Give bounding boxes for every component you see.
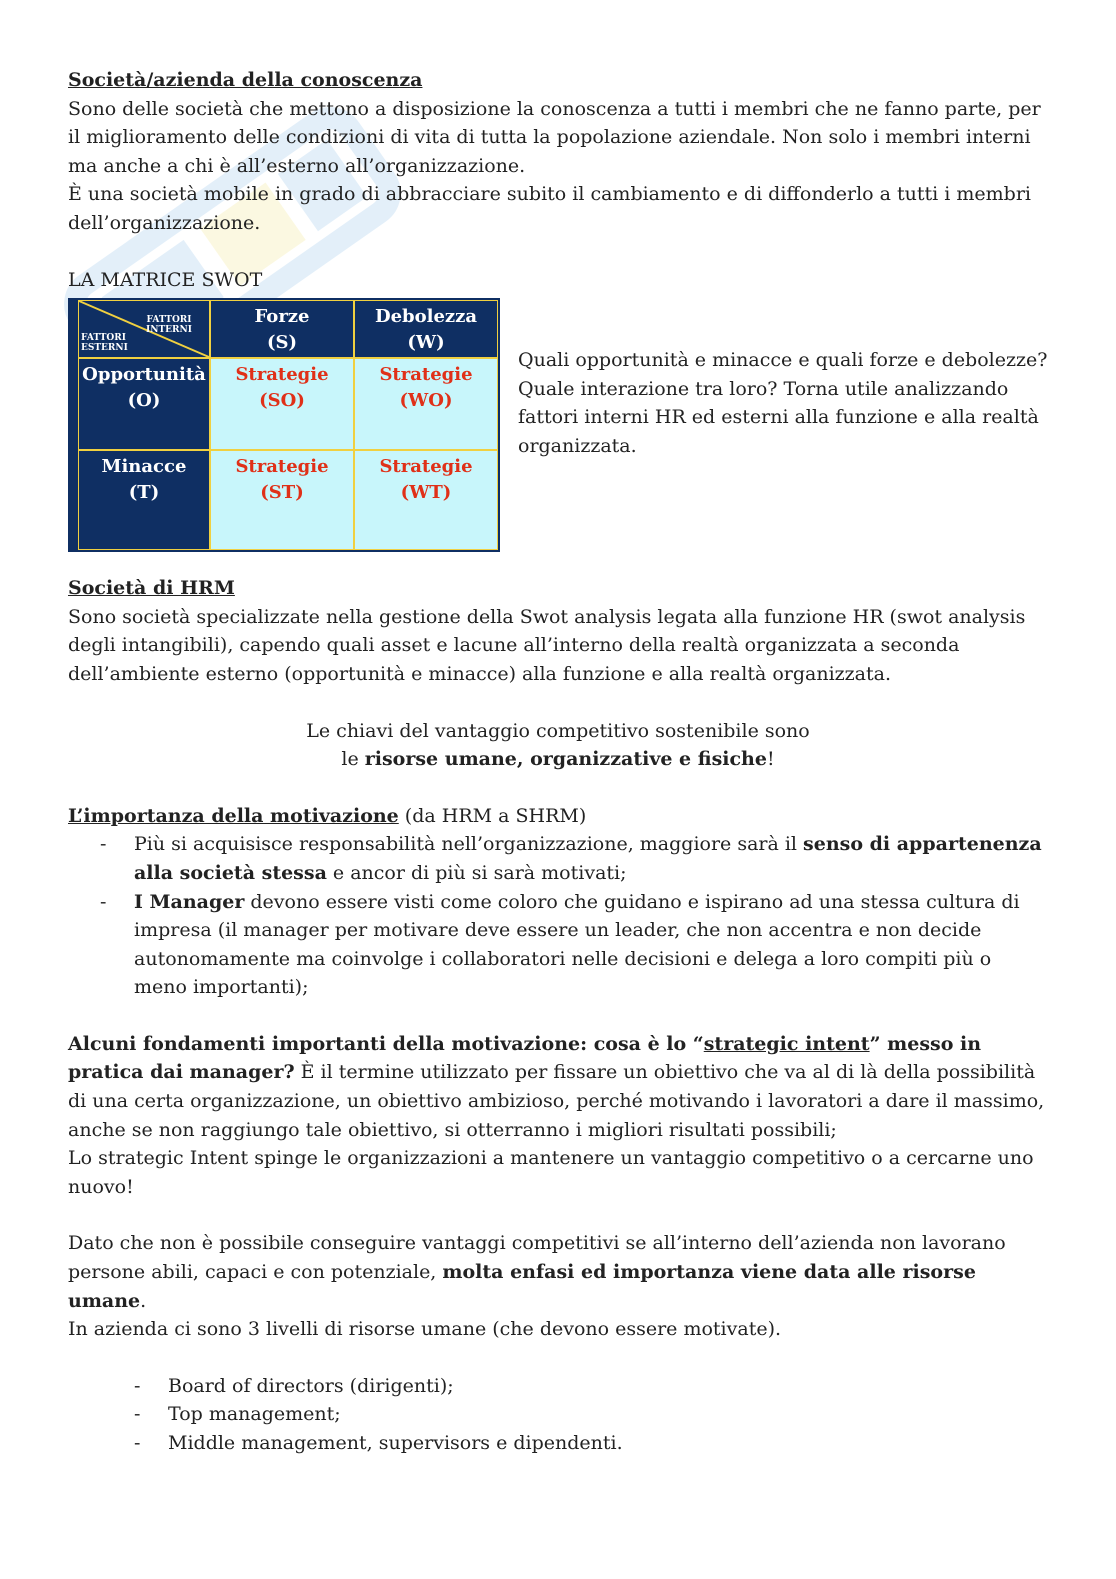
list-item: - I Manager devono essere visti come coloro che guidano e ispirano ad una stessa cultura di impresa (il manager per motivare deve essere un leader, che non accentra e non decide autonomamente ma coinvolge i collaboratori nelle decisioni e delega a loro compiti più o meno importanti);	[100, 890, 1020, 999]
swot-corner-bottom: FATTORI ESTERNI	[81, 333, 128, 354]
swot-block	[68, 298, 1048, 552]
swot-corner-cell	[78, 300, 210, 358]
list-item: - Middle management, supervisors e dipendenti.	[134, 1432, 623, 1454]
strategic-intent-term: strategic intent	[703, 1032, 870, 1055]
paragraph: Alcuni fondamenti importanti della motivazione: cosa è lo “strategic intent” messo in pratica dai manager? È il termine utilizzato per fissare un obiettivo che va al di là della possibilità di una certa organizzazione, un obiettivo ambizioso, perché motivando i lavoratori a dare il massimo, anche se non raggiungo tale obiettivo, si otterranno i migliori risultati possibili;	[68, 1032, 1045, 1141]
section-title: L’importanza della motivazione (da HRM a SHRM)	[68, 804, 587, 827]
swot-row-opportunita: Opportunità (O)	[78, 358, 210, 450]
motivation-list	[68, 830, 1048, 1002]
swot-cell-wo: Strategie (WO)	[354, 358, 498, 450]
list-item: - Più si acquisisce responsabilità nell’organizzazione, maggiore sarà il senso di appartenenza alla società stessa e ancor di più si sarà motivati;	[100, 833, 1042, 884]
swot-caption: LA MATRICE SWOT	[68, 268, 263, 291]
paragraph: Sono società specializzate nella gestione della Swot analysis legata alla funzione HR (swot analysis degli intangibili), capendo quali asset e lacune all’interno della realtà organizzata a seconda dell’ambiente esterno (opportunità e minacce) alla funzione e alla realtà organizzata.	[68, 605, 1026, 685]
paragraph: È una società mobile in grado di abbracciare subito il cambiamento e di diffonderlo a tutti i membri dell’organizzazione.	[68, 183, 1031, 234]
swot-header-forze: Forze (S)	[210, 300, 354, 358]
swot-header-debolezza: Debolezza (W)	[354, 300, 498, 358]
list-item: - Top management;	[134, 1403, 341, 1426]
quote-line-1: Le chiavi del vantaggio competitivo sostenibile sono	[306, 719, 810, 742]
paragraph: In azienda ci sono 3 livelli di risorse umane (che devono essere motivate).	[68, 1318, 782, 1341]
paragraph: Dato che non è possibile conseguire vantaggi competitivi se all’interno dell’azienda non lavorano persone abili, capaci e con potenziale, molta enfasi ed importanza viene data alle risorse umane.	[68, 1232, 1006, 1312]
swot-cell-so: Strategie (SO)	[210, 358, 354, 450]
swot-corner-top: FATTORI INTERNI	[146, 315, 192, 336]
swot-side-text: Quali opportunità e minacce e quali forze e debolezze? Quale interazione tra loro? Torna utile analizzando fattori interni HR ed esterni alla funzione e alla realtà organizzata.	[518, 349, 1048, 457]
section-title: Società/azienda della conoscenza	[68, 69, 423, 91]
swot-row-minacce: Minacce (T)	[78, 450, 210, 550]
swot-cell-wt: Strategie (WT)	[354, 450, 498, 550]
paragraph: Sono delle società che mettono a disposizione la conoscenza a tutti i membri che ne fanno parte, per il miglioramento delle condizioni di vita di tutta la popolazione aziendale. Non solo i membri interni ma anche a chi è all’esterno all’organizzazione.	[68, 97, 1041, 177]
quote-line-2: le risorse umane, organizzative e fisiche!	[341, 748, 775, 771]
swot-cell-st: Strategie (ST)	[210, 450, 354, 550]
hr-levels-list	[68, 1372, 1048, 1458]
list-item: - Board of directors (dirigenti);	[134, 1374, 454, 1397]
section-title: Società di HRM	[68, 577, 235, 600]
paragraph: Lo strategic Intent spinge le organizzazioni a mantenere un vantaggio competitivo o a cercarne uno nuovo!	[68, 1147, 1034, 1198]
swot-matrix	[68, 298, 500, 552]
document-page	[68, 66, 1048, 1458]
